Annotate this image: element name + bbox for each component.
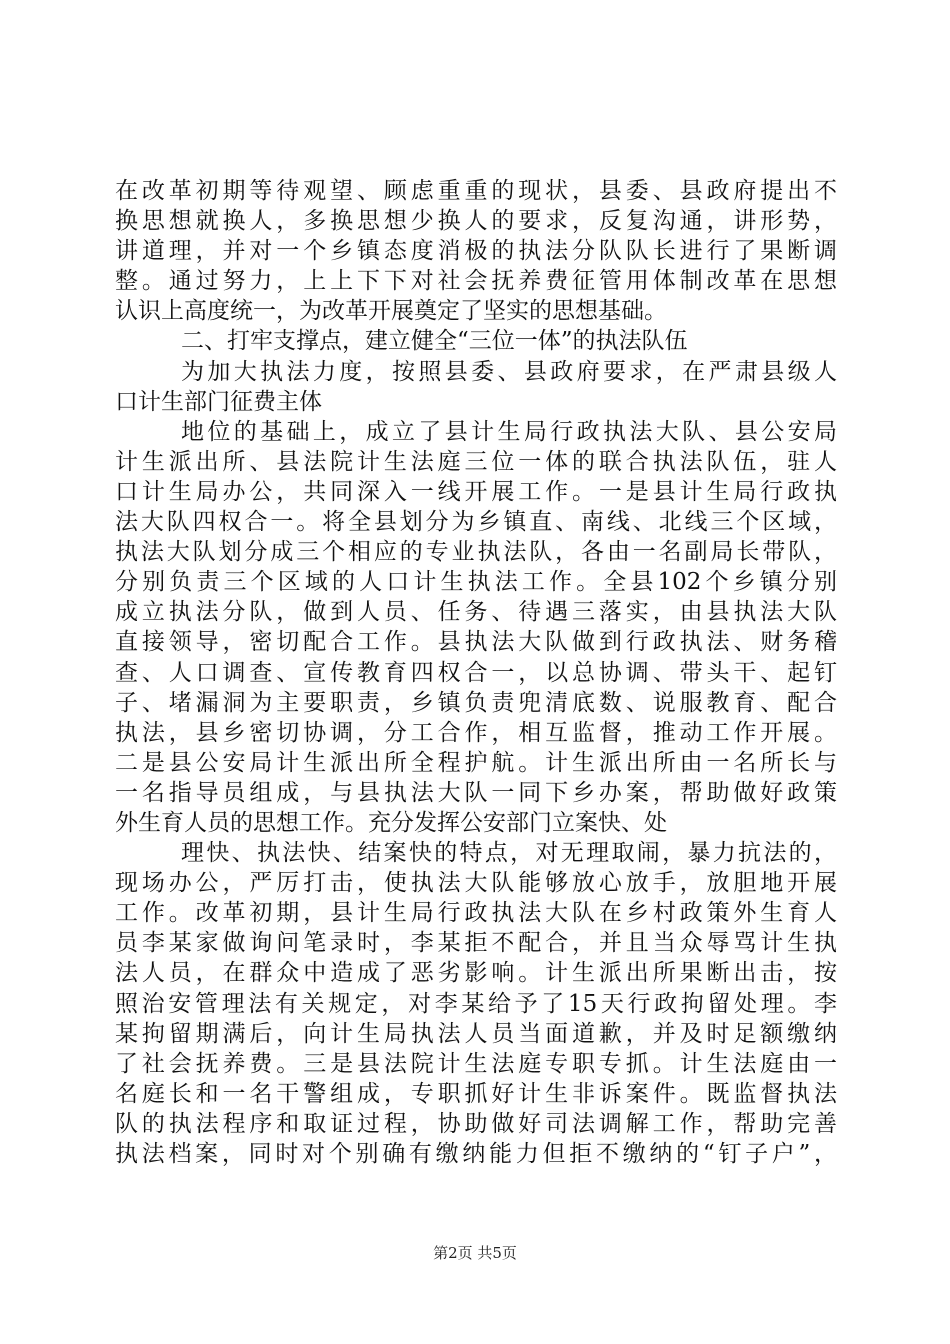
text-line: 讲道理，并对一个乡镇态度消极的执法分队队长进行了果断调: [115, 238, 837, 265]
text-line: 计生派出所、县法院计生法庭三位一体的联合执法队伍，驻人: [115, 448, 837, 475]
text-line: 一名指导员组成，与县执法大队一同下乡办案，帮助做好政策: [115, 779, 837, 806]
section-heading: 二、打牢支撑点，建立健全“三位一体”的执法队伍: [181, 328, 688, 355]
text-line: 现场办公，严厉打击，使执法大队能够放心放手，放胆地开展: [115, 870, 837, 897]
page-number-footer: 第2页 共5页: [433, 1244, 517, 1262]
text-line: 地位的基础上，成立了县计生局行政执法大队、县公安局: [181, 418, 837, 445]
text-line: 外生育人员的思想工作。充分发挥公安部门立案快、处: [115, 809, 667, 836]
text-line: 口计生局办公，共同深入一线开展工作。一是县计生局行政执: [115, 478, 837, 505]
text-line: 子、堵漏洞为主要职责，乡镇负责兜清底数、说服教育、配合: [115, 689, 837, 716]
text-line: 在改革初期等待观望、顾虑重重的现状，县委、县政府提出不: [115, 178, 837, 204]
text-line: 查、人口调查、宣传教育四权合一，以总协调、带头干、起钉: [115, 659, 837, 686]
text-line: 二是县公安局计生派出所全程护航。计生派出所由一名所长与: [115, 749, 837, 776]
text-line: 了社会抚养费。三是县法院计生法庭专职专抓。计生法庭由一: [115, 1050, 837, 1077]
text-line: 成立执法分队，做到人员、任务、待遇三落实，由县执法大队: [115, 599, 837, 626]
text-line: 名庭长和一名干警组成，专职抓好计生非诉案件。既监督执法: [115, 1080, 837, 1107]
text-line: 认识上高度统一，为改革开展奠定了坚实的思想基础。: [115, 298, 667, 325]
text-line: 执法，县乡密切协调，分工合作，相互监督，推动工作开展。: [115, 719, 837, 746]
text-line: 工作。改革初期，县计生局行政执法大队在乡村政策外生育人: [115, 900, 837, 927]
text-line: 口计生部门征费主体: [115, 388, 322, 415]
text-line: 换思想就换人，多换思想少换人的要求，反复沟通，讲形势，: [115, 208, 837, 235]
text-line: 整。通过努力，上上下下对社会抚养费征管用体制改革在思想: [115, 268, 837, 295]
text-line: 执法大队划分成三个相应的专业执法队，各由一名副局长带队，: [115, 539, 837, 566]
text-line: 队的执法程序和取证过程，协助做好司法调解工作，帮助完善: [115, 1110, 837, 1137]
document-body: [115, 176, 837, 1169]
text-line: 法大队四权合一。将全县划分为乡镇直、南线、北线三个区域，: [115, 509, 837, 536]
text-line: 理快、执法快、结案快的特点，对无理取闹，暴力抗法的，: [181, 840, 837, 867]
text-line: 分别负责三个区域的人口计生执法工作。全县102个乡镇分别: [115, 569, 837, 596]
text-line: 员李某家做询问笔录时，李某拒不配合，并且当众辱骂计生执: [115, 930, 837, 957]
text-line: 为加大执法力度，按照县委、县政府要求，在严肃县级人: [181, 358, 837, 385]
text-line: 直接领导，密切配合工作。县执法大队做到行政执法、财务稽: [115, 629, 837, 656]
text-line: 照治安管理法有关规定，对李某给予了15天行政拘留处理。李: [115, 990, 837, 1017]
text-line: 法人员，在群众中造成了恶劣影响。计生派出所果断出击，按: [115, 960, 837, 987]
text-line: 某拘留期满后，向计生局执法人员当面道歉，并及时足额缴纳: [115, 1020, 837, 1047]
text-line: 执法档案，同时对个别确有缴纳能力但拒不缴纳的“钉子户”，: [115, 1141, 837, 1167]
